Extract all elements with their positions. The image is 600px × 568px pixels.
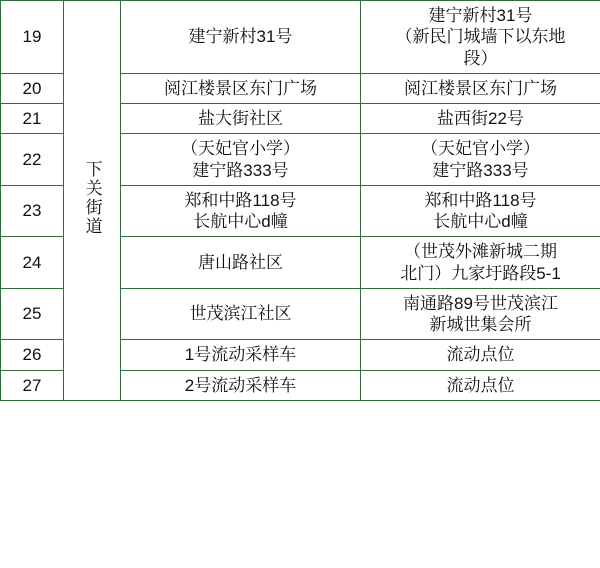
site-address-cell [361,185,600,237]
site-address-line: 流动点位 [446,375,515,395]
site-name-cell [121,340,361,370]
site-name-line: 唐山路社区 [198,252,283,272]
row-index: 26 [1,340,64,370]
site-address-line: 建宁新村31号 [428,6,533,25]
row-index: 19 [1,1,64,74]
site-address-line: 建宁路333号 [432,160,529,180]
site-address-line: 北门）九家圩路段5-1 [400,263,561,283]
site-address-line: 段） [463,48,498,68]
row-index: 20 [1,73,64,103]
site-name-cell [121,237,361,289]
site-address-line: 长航中心d幢 [433,212,528,231]
site-address-line: 新城世集会所 [429,315,532,334]
site-name-line: 建宁路333号 [192,160,289,180]
site-address-cell [361,370,600,400]
site-name-line: 1号流动采样车 [184,345,297,365]
site-address-line: （天妃官小学） [421,139,540,159]
row-index: 27 [1,370,64,400]
site-address-line: 南通路89号世茂滨江 [403,293,558,313]
table-body [1,1,600,401]
row-index: 23 [1,185,64,237]
site-address-line: 盐西街22号 [437,109,524,128]
street-name-label: 下关街道 [82,159,102,236]
site-address-line: （新民门城墙下以东地 [395,27,566,47]
site-name-line: 郑和中路118号 [184,190,297,210]
row-index: 21 [1,104,64,134]
site-address-cell [361,1,600,74]
table-row [1,1,600,74]
site-name-line: 世茂滨江社区 [189,304,292,324]
site-name-cell [121,370,361,400]
site-address-line: 郑和中路118号 [424,190,537,210]
site-address-line: （世茂外滩新城二期 [404,242,557,262]
site-address-line: 流动点位 [446,345,515,365]
site-address-cell [361,104,600,134]
site-name-cell [121,288,361,340]
street-name-cell [64,1,121,401]
site-name-line: 2号流动采样车 [184,375,297,395]
site-address-line: 阅江楼景区东门广场 [404,78,557,98]
site-name-cell [121,185,361,237]
site-name-line: 盐大街社区 [198,109,283,128]
site-name-line: 长航中心d幢 [193,212,288,231]
row-index: 24 [1,237,64,289]
site-name-cell [121,1,361,74]
site-name-cell [121,104,361,134]
site-name-line: 阅江楼景区东门广场 [164,78,317,98]
site-address-cell [361,73,600,103]
site-name-cell [121,134,361,186]
site-address-cell [361,288,600,340]
site-name-line: （天妃官小学） [181,139,300,159]
row-index: 22 [1,134,64,186]
site-address-cell [361,237,600,289]
site-address-cell [361,340,600,370]
site-name-cell [121,73,361,103]
site-address-cell [361,134,600,186]
site-name-line: 建宁新村31号 [188,27,293,47]
row-index: 25 [1,288,64,340]
